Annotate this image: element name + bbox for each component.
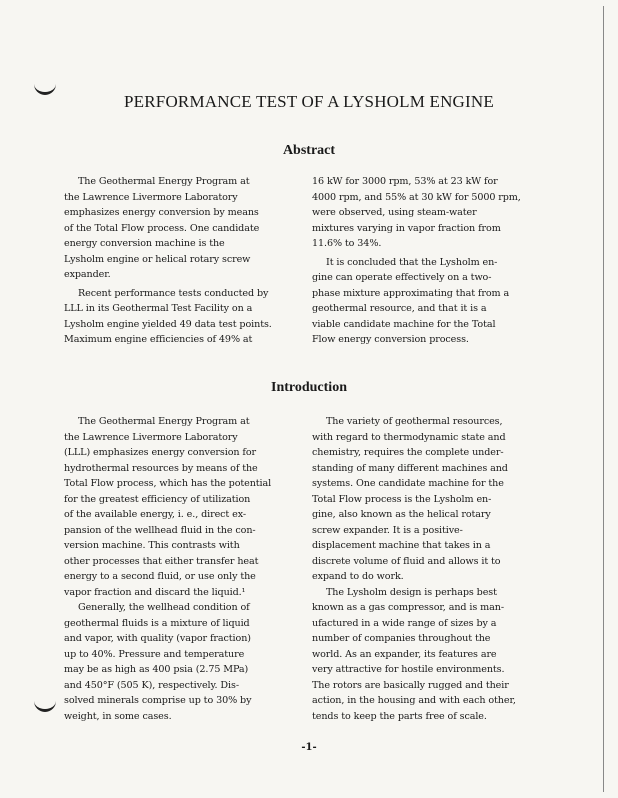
text-line: hydrothermal resources by means of the [64, 462, 258, 474]
text-line: action, in the housing and with each other, [312, 695, 516, 706]
text-line: world. As an expander, its features are [312, 648, 497, 660]
text-line: energy conversion machine is the [64, 238, 225, 249]
text-line: expand to do work. [312, 571, 404, 582]
text-line: viable candidate machine for the Total [312, 318, 496, 330]
text-line: tends to keep the parts free of scale. [312, 710, 487, 722]
text-line: mixtures varying in vapor fraction from [312, 222, 501, 234]
text-line: version machine. This contrasts with [64, 540, 240, 551]
text-line: up to 40%. Pressure and temperature [64, 648, 245, 660]
text-line: gine can operate effectively on a two- [312, 272, 492, 283]
text-line: geothermal resource, and that it is a [312, 303, 487, 314]
text-line: gine, also known as the helical rotary [312, 509, 491, 520]
text-line: expander. [64, 269, 111, 280]
text-line: The Lysholm design is perhaps best [326, 586, 497, 598]
text-line: energy to a second fluid, or use only the [64, 571, 256, 582]
text-line: The Geothermal Energy Program at [78, 416, 250, 427]
page-edge-line [603, 6, 604, 792]
text-line: Total Flow process is the Lysholm en- [312, 493, 492, 505]
text-line: Recent performance tests conducted by [78, 287, 269, 299]
paper-title: PERFORMANCE TEST OF A LYSHOLM ENGINE [124, 92, 494, 111]
text-line: weight, in some cases. [64, 710, 172, 722]
text-line: pansion of the wellhead fluid in the con- [64, 524, 256, 536]
text-line: with regard to thermodynamic state and [312, 431, 506, 443]
text-line: Generally, the wellhead condition of [78, 602, 250, 613]
text-line: The rotors are basically rugged and their [312, 679, 509, 691]
text-line: geothermal fluids is a mixture of liquid [64, 617, 250, 629]
text-line: solved minerals comprise up to 30% by [64, 695, 252, 706]
text-line: of the Total Flow process. One candidate [64, 222, 260, 234]
text-line: standing of many different machines and [312, 462, 508, 474]
abstract-right-column [312, 174, 564, 348]
text-line: Flow energy conversion process. [312, 334, 469, 345]
text-line: may be as high as 400 psia (2.75 MPa) [64, 664, 249, 675]
text-line: of the available energy, i. e., direct ex- [64, 509, 247, 520]
text-line: Lysholm engine or helical rotary screw [64, 253, 251, 265]
text-line: (LLL) emphasizes energy conversion for [64, 447, 257, 458]
text-line: screw expander. It is a positive- [312, 524, 463, 536]
text-line: phase mixture approximating that from a [312, 287, 510, 299]
text-line: 4000 rpm, and 55% at 30 kW for 5000 rpm, [312, 191, 521, 203]
text-line: Total Flow process, which has the potential [64, 478, 272, 489]
text-line: the Lawrence Livermore Laboratory [64, 431, 238, 443]
abstract-heading: Abstract [282, 143, 336, 158]
introduction-right-column [312, 414, 564, 724]
text-line: The Geothermal Energy Program at [78, 176, 250, 187]
text-line: The variety of geothermal resources, [326, 416, 503, 427]
text-line: chemistry, requires the complete under- [312, 447, 504, 458]
text-line: vapor fraction and discard the liquid.¹ [64, 586, 246, 598]
text-line: other processes that either transfer heat [64, 555, 259, 567]
introduction-left-column [64, 414, 316, 724]
text-line: 16 kW for 3000 rpm, 53% at 23 kW for [312, 176, 498, 187]
text-line: and vapor, with quality (vapor fraction) [64, 633, 251, 644]
introduction-heading: Introduction [271, 380, 347, 395]
text-line: systems. One candidate machine for the [312, 478, 504, 489]
text-line: LLL in its Geothermal Test Facility on a [64, 303, 253, 314]
text-line: ufactured in a wide range of sizes by a [312, 617, 497, 629]
binder-hole-mark [34, 697, 56, 712]
text-line: It is concluded that the Lysholm en- [326, 256, 498, 268]
text-line: 11.6% to 34%. [312, 238, 382, 249]
text-line: for the greatest efficiency of utilization [64, 493, 251, 505]
text-line: and 450°F (505 K), respectively. Dis- [64, 679, 239, 691]
text-line: Maximum engine efficiencies of 49% at [64, 334, 253, 345]
text-line: the Lawrence Livermore Laboratory [64, 191, 238, 203]
text-line: were observed, using steam-water [312, 207, 477, 218]
abstract-left-column [64, 174, 316, 348]
text-line: displacement machine that takes in a [312, 540, 491, 551]
text-line: known as a gas compressor, and is man- [312, 602, 504, 613]
text-line: very attractive for hostile environments. [312, 664, 505, 675]
text-line: discrete volume of fluid and allows it to [312, 555, 501, 567]
text-line: emphasizes energy conversion by means [64, 207, 259, 218]
text-line: number of companies throughout the [312, 633, 491, 644]
page-number: -1- [301, 742, 317, 753]
text-line: Lysholm engine yielded 49 data test points. [64, 318, 272, 330]
